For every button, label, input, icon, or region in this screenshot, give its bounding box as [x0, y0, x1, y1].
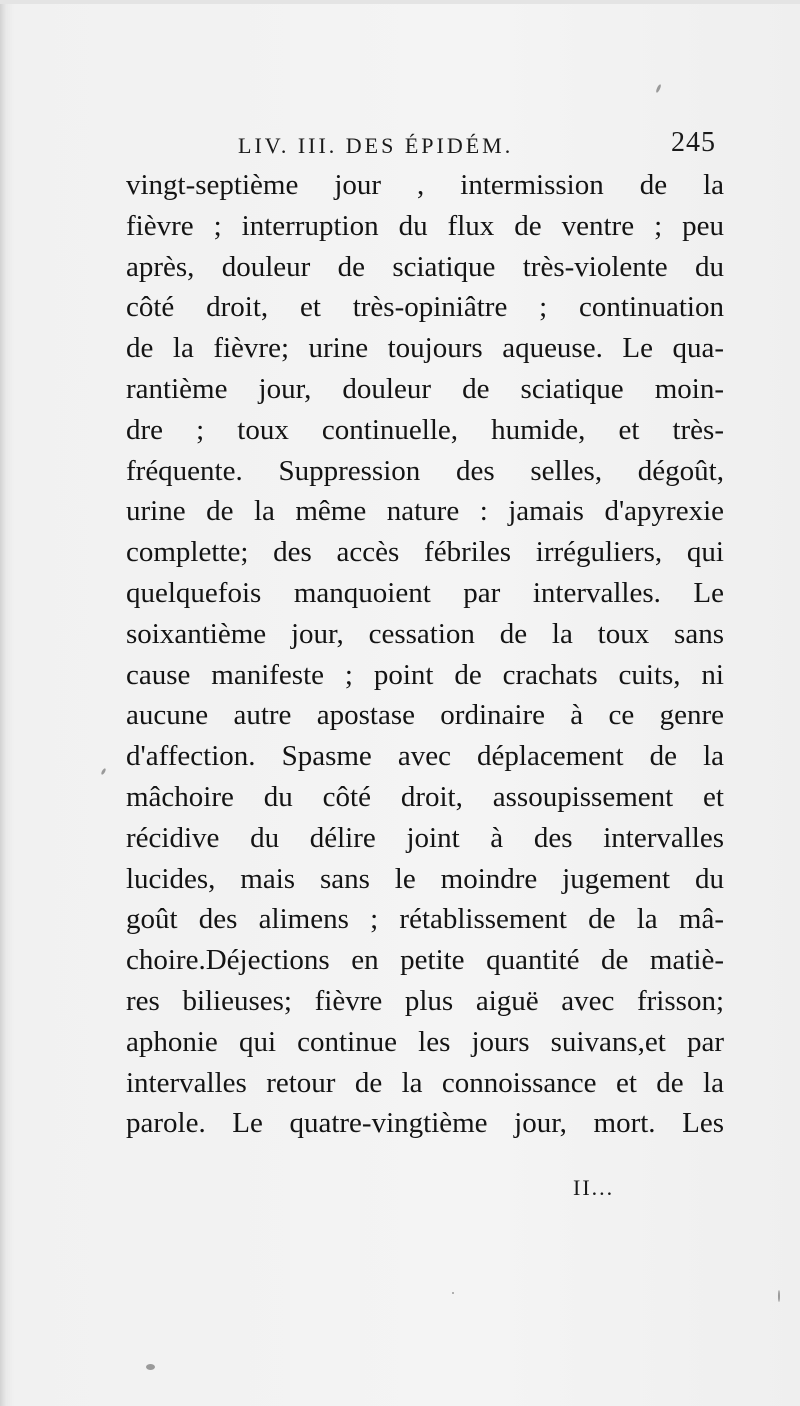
- ink-speck: [778, 1290, 780, 1302]
- ink-speck: [655, 84, 662, 93]
- text-line: intervalles retour de la connoissance et de la: [126, 1066, 724, 1099]
- text-line: côté droit, et très-opiniâtre ; continuation: [126, 291, 724, 324]
- running-title: LIV. III. DES ÉPIDÉM.: [238, 133, 514, 158]
- text-line: aucune autre apostase ordinaire à ce genre: [126, 699, 724, 732]
- catchword: II...: [573, 1175, 615, 1200]
- text-line: dre ; toux continuelle, humide, et très-: [126, 413, 724, 446]
- text-line: res bilieuses; fièvre plus aiguë avec frisson;: [126, 984, 724, 1017]
- text-line: rantième jour, douleur de sciatique moin-: [126, 372, 724, 405]
- text-line: mâchoire du côté droit, assoupissement et: [126, 780, 724, 813]
- text-line: récidive du délire joint à des intervalles: [126, 821, 724, 854]
- text-line: après, douleur de sciatique très-violente du: [126, 250, 724, 283]
- ink-speck: [452, 1292, 454, 1294]
- text-line: de la fièvre; urine toujours aqueuse. Le qua-: [126, 332, 724, 365]
- page-number: 245: [671, 127, 716, 158]
- text-line: choire.Déjections en petite quantité de matiè-: [126, 944, 724, 977]
- text-line: lucides, mais sans le moindre jugement du: [126, 862, 724, 895]
- text-line: quelquefois manquoient par intervalles. Le: [126, 576, 724, 609]
- text-line: cause manifeste ; point de crachats cuits, ni: [126, 658, 724, 691]
- page-edge: [0, 0, 800, 4]
- text-line: fièvre ; interruption du flux de ventre ; peu: [126, 209, 724, 242]
- text-line: urine de la même nature : jamais d'apyrexie: [126, 495, 724, 528]
- ink-speck: [100, 768, 106, 776]
- ink-speck: [146, 1364, 155, 1370]
- text-line: d'affection. Spasme avec déplacement de la: [126, 740, 724, 773]
- body-text: [126, 165, 724, 1144]
- text-line: parole. Le quatre-vingtième jour, mort. Les: [126, 1107, 724, 1140]
- text-line: goût des alimens ; rétablissement de la mâ-: [126, 903, 724, 936]
- text-line: vingt-septième jour , intermission de la: [126, 169, 724, 201]
- text-line: soixantième jour, cessation de la toux sans: [126, 617, 724, 650]
- text-line: fréquente. Suppression des selles, dégoût,: [126, 454, 724, 487]
- text-line: aphonie qui continue les jours suivans,et par: [126, 1025, 724, 1058]
- text-line: complette; des accès fébriles irréguliers, qui: [126, 536, 724, 569]
- running-head: [238, 127, 716, 163]
